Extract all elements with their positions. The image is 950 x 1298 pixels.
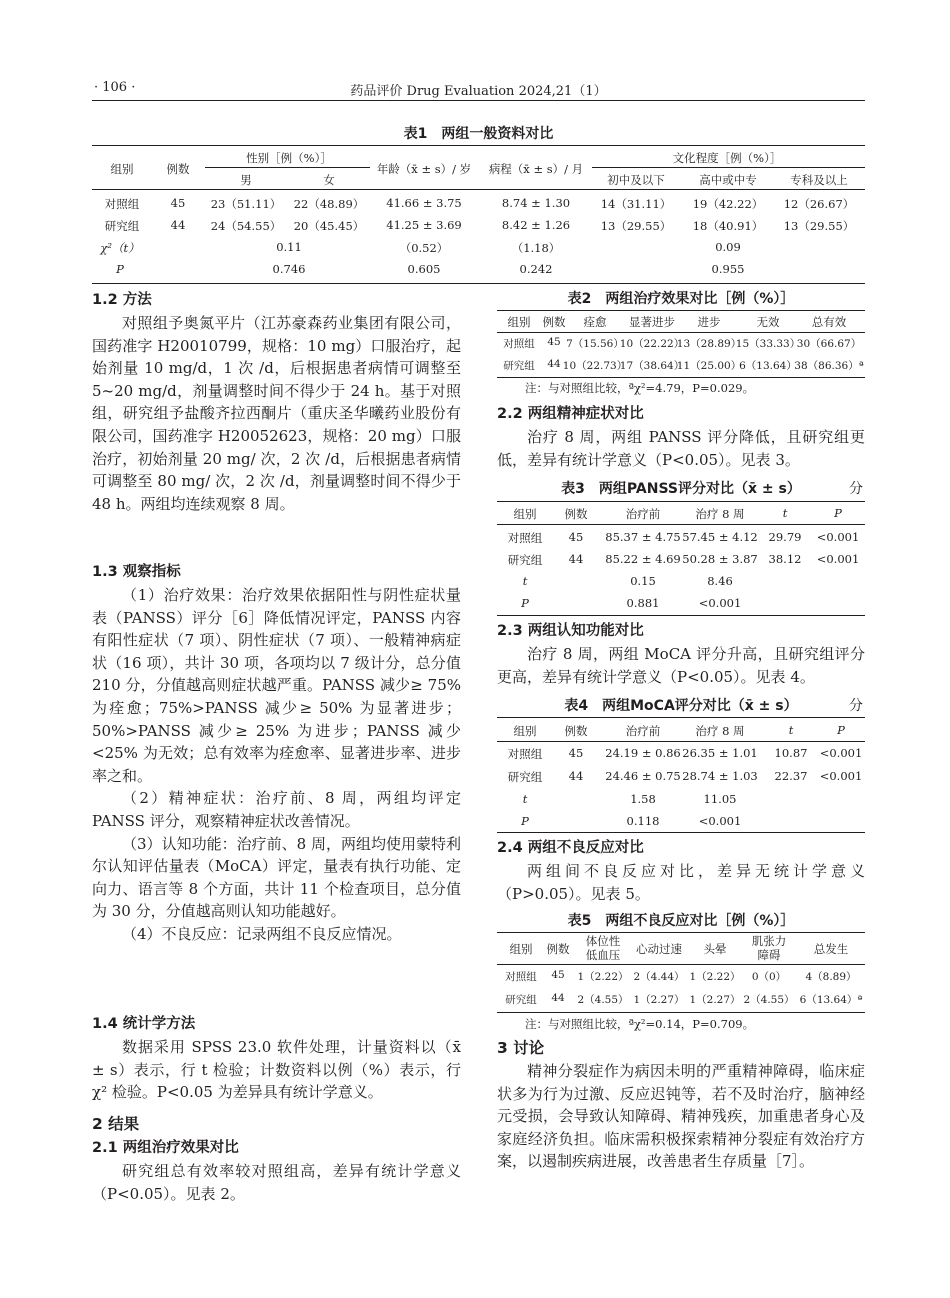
t2-header: 显著进步 <box>629 315 675 329</box>
t4-header: P <box>837 723 845 737</box>
t4-cell: 24.19 ± 0.86 <box>605 746 681 760</box>
t3-cell: 研究组 <box>507 553 543 567</box>
paragraph: （1）治疗效果：治疗效果依据阳性与阴性症状量表（PANSS）评分［6］降低情况评定，PANSS 内容有阳性症状（7 项）、阴性症状（7 项）、一般精神病症状（16 项），共计 30 项，各项均以 7 级计分，总分值 210 分，分值越高则症状越严重。PANSS 减少≥ 75% 为痊愈；75%>PANSS 减少≥ 50% 为显著进步；50%>PANSS 减少≥ 25% 为进步；PANSS 减少 <25% 为无效；总有效率为痊愈率、显著进步率、进步率之和。 <box>92 586 461 785</box>
t1-cell: 20（45.45） <box>293 219 365 233</box>
t1-cell: 41.25 ± 3.69 <box>386 218 462 232</box>
t1-h-male: 男 <box>240 173 252 187</box>
t4-header: t <box>788 723 794 737</box>
t4-header: 治疗 8 周 <box>695 724 745 738</box>
t5-header: 头晕 <box>703 942 727 956</box>
t4-cell: 对照组 <box>507 747 543 761</box>
section-1-4-heading: 1.4 统计学方法 <box>92 1016 196 1032</box>
table4-title: 表4 两组MoCA评分对比（x̄ ± s） <box>564 698 798 714</box>
t1-h-edu1: 初中及以下 <box>607 173 665 187</box>
t1-cell: 0.605 <box>407 262 441 276</box>
t5-cell: 44 <box>551 992 565 1004</box>
paragraph: 对照组予奥氮平片（江苏豪森药业集团有限公司，国药准字 H20010799，规格：10 mg）口服治疗，起始剂量 10 mg/d，1 次 /d，后根据患者病情可调整至 5~20 mg/d，剂量调整时间不得少于 24 h。基于对照组，研究组予盐酸齐拉西酮片（重庆圣华曦药业股份有限公司，国药准字 H20052623，规格：20 mg）口服治疗，初始剂量 20 mg/ 次，2 次 /d，后根据患者病情可调整至 80 mg/ 次，2 次 /d，剂量调整时间不得少于 48 h。两组均连续观察 8 周。 <box>92 314 461 513</box>
table1-title: 表1 两组一般资料对比 <box>403 126 554 142</box>
t5-cell: 1（2.27） <box>633 994 685 1006</box>
t4-cell: <0.001 <box>698 814 742 828</box>
t1-cell: 0.746 <box>272 262 306 276</box>
table3-bottom-rule <box>497 615 865 616</box>
t3-header: 治疗 8 周 <box>695 507 745 521</box>
t4-cell: 1.58 <box>630 792 656 806</box>
t5-cell: 4（8.89） <box>805 971 857 983</box>
t4-cell: 28.74 ± 1.03 <box>682 769 758 783</box>
t5-header: 肌张力障碍 <box>751 934 787 962</box>
t3-header: t <box>782 506 788 520</box>
section-1-3-heading: 1.3 观察指标 <box>92 564 181 580</box>
t4-cell: <0.001 <box>819 769 863 783</box>
table2-head-rule <box>497 332 865 333</box>
t1-h-age: 年龄（x̄ ± s）/ 岁 <box>376 162 472 176</box>
t5-cell: 2（4.44） <box>633 971 685 983</box>
t3-cell: 44 <box>568 552 584 566</box>
t5-header: 例数 <box>546 942 570 956</box>
t1-sex-rule <box>205 167 370 168</box>
table5-bottom-rule <box>497 1012 865 1013</box>
t3-cell: 8.46 <box>707 574 733 588</box>
t3-cell: <0.001 <box>816 552 860 566</box>
table4-top-rule <box>497 717 865 718</box>
t1-cell: 12（26.67） <box>783 197 855 211</box>
t4-cell: 44 <box>568 769 584 783</box>
paragraph: 研究组总有效率较对照组高，差异有统计学意义（P<0.05）。见表 2。 <box>92 1162 461 1203</box>
t1-cell: （0.52） <box>399 241 449 255</box>
t1-cell: 41.66 ± 3.75 <box>386 196 462 210</box>
section-2-2-text <box>497 426 865 471</box>
paragraph: （4）不良反应：记录两组不良反应情况。 <box>122 924 402 943</box>
table4-bottom-rule <box>497 832 865 833</box>
t5-cell: 2（4.55） <box>743 994 795 1006</box>
section-2-1-text <box>92 1160 461 1205</box>
header-rule <box>92 100 865 101</box>
t4-cell: 10.87 <box>774 746 808 760</box>
t1-h-group: 组别 <box>110 162 134 176</box>
table2-title: 表2 两组治疗效果对比［例（%）］ <box>567 291 795 307</box>
table5-note: 注：与对照组比较，ªχ²=0.14，P=0.709。 <box>525 1017 755 1031</box>
t1-h-edu: 文化程度［例（%）］ <box>672 151 782 165</box>
table1-top-rule <box>92 145 865 146</box>
table4-head-rule <box>497 741 865 742</box>
t3-header: P <box>834 506 842 520</box>
paragraph: 治疗 8 周，两组 PANSS 评分降低，且研究组更低，差异有统计学意义（P<0.05）。见表 3。 <box>497 428 865 469</box>
section-1-4-text <box>92 1036 461 1104</box>
t2-header: 无效 <box>756 315 780 329</box>
table5-head-rule <box>497 964 865 965</box>
t4-header: 治疗前 <box>625 724 661 738</box>
t1-cell: 13（29.55） <box>783 219 855 233</box>
t5-header: 体位性低血压 <box>585 934 621 962</box>
t2-cell: 13（28.89） <box>676 338 742 350</box>
t1-h-female: 女 <box>323 173 335 187</box>
t2-header: 总有效 <box>811 315 847 329</box>
t3-cell: 57.45 ± 4.12 <box>682 530 758 544</box>
t4-cell: 45 <box>568 746 584 760</box>
t1-cell: P <box>116 262 124 276</box>
t1-cell: 14（31.11） <box>600 197 672 211</box>
table4-unit: 分 <box>849 698 863 714</box>
t3-header: 组别 <box>513 507 537 521</box>
t4-cell: 研究组 <box>507 770 543 784</box>
t3-cell: 0.15 <box>630 574 656 588</box>
paragraph: 治疗 8 周，两组 MoCA 评分升高，且研究组评分更高，差异有统计学意义（P<0.05）。见表 4。 <box>497 645 865 686</box>
paragraph: 数据采用 SPSS 23.0 软件处理，计量资料以（x̄ ± s）表示，行 t 检验；计数资料以例（%）表示，行 χ² 检验。P<0.05 为差异具有统计学意义。 <box>92 1038 461 1102</box>
t5-header: 组别 <box>509 942 533 956</box>
t3-cell: 85.37 ± 4.75 <box>605 530 681 544</box>
t1-cell: （1.18） <box>511 241 561 255</box>
t2-header: 进步 <box>697 315 721 329</box>
t5-cell: 0（0） <box>751 971 787 983</box>
section-2-3-text <box>497 643 865 688</box>
section-2-1-heading: 2.1 两组治疗效果对比 <box>92 1140 239 1156</box>
section-2-3-heading: 2.3 两组认知功能对比 <box>497 623 644 639</box>
t1-cell: 0.11 <box>276 240 302 254</box>
t5-cell: 1（2.27） <box>689 994 741 1006</box>
t2-cell: 15（33.33） <box>735 338 801 350</box>
table2-top-rule <box>497 310 865 311</box>
t3-cell: 85.22 ± 4.69 <box>605 552 681 566</box>
t3-cell: 0.881 <box>626 596 660 610</box>
t3-cell: t <box>522 574 528 588</box>
section-2-heading: 2 结果 <box>92 1115 140 1133</box>
t5-header: 心动过速 <box>636 942 682 956</box>
t4-cell: P <box>521 814 529 828</box>
section-1-3-text <box>92 584 461 946</box>
t3-header: 例数 <box>564 507 588 521</box>
t1-cell: 研究组 <box>104 219 140 233</box>
t2-cell: 38（86.36）ª <box>794 360 864 372</box>
t1-cell: 0.242 <box>519 262 553 276</box>
t3-cell: 38.12 <box>768 552 802 566</box>
t1-cell: 44 <box>170 218 186 232</box>
t4-cell: 22.37 <box>774 769 808 783</box>
t1-h-course: 病程（x̄ ± s）/ 月 <box>488 162 584 176</box>
table3-unit: 分 <box>849 481 863 497</box>
table1-bottom-rule <box>92 283 865 284</box>
t5-cell: 对照组 <box>505 971 537 983</box>
t2-header: 痊愈 <box>583 315 607 329</box>
t1-cell: 19（42.22） <box>692 197 764 211</box>
t5-cell: 2（4.55） <box>577 994 629 1006</box>
t1-h-n: 例数 <box>166 162 190 176</box>
t2-cell: 10（22.22） <box>619 338 685 350</box>
table1-head-rule <box>92 189 865 190</box>
t3-cell: <0.001 <box>698 596 742 610</box>
t5-cell: 1（2.22） <box>689 971 741 983</box>
t1-h-sex: 性别［例（%）］ <box>246 151 332 165</box>
section-2-4-heading: 2.4 两组不良反应对比 <box>497 840 644 856</box>
t5-cell: 研究组 <box>505 994 537 1006</box>
journal-header: 药品评价 Drug Evaluation 2024,21（1） <box>350 84 607 99</box>
t4-cell: 24.46 ± 0.75 <box>605 769 681 783</box>
t1-cell: 22（48.89） <box>293 197 365 211</box>
table2-note: 注：与对照组比较，ªχ²=4.79，P=0.029。 <box>525 381 755 395</box>
section-2-2-heading: 2.2 两组精神症状对比 <box>497 406 644 422</box>
t2-cell: 6（13.64） <box>739 360 797 372</box>
t2-cell: 研究组 <box>503 360 535 372</box>
section-3-text <box>497 1060 865 1173</box>
t4-cell: 0.118 <box>626 814 660 828</box>
t4-cell: 26.35 ± 1.01 <box>682 746 758 760</box>
t1-cell: χ²（t） <box>100 241 140 255</box>
t1-cell: 8.42 ± 1.26 <box>501 218 571 232</box>
table5-title: 表5 两组不良反应对比［例（%）］ <box>567 913 795 929</box>
t2-cell: 44 <box>547 358 561 370</box>
section-2-4-text <box>497 860 865 905</box>
section-1-2-heading: 1.2 方法 <box>92 292 152 308</box>
t3-cell: P <box>521 596 529 610</box>
t1-cell: 23（51.11） <box>210 197 282 211</box>
t3-cell: 对照组 <box>507 531 543 545</box>
t1-cell: 8.74 ± 1.30 <box>501 196 571 210</box>
t1-edu-rule <box>592 167 865 168</box>
t1-cell: 13（29.55） <box>600 219 672 233</box>
t2-header: 组别 <box>507 315 531 329</box>
paragraph: （2）精神症状：治疗前、8 周，两组均评定 PANSS 评分，观察精神症状改善情况。 <box>92 789 461 830</box>
table3-title: 表3 两组PANSS评分对比（x̄ ± s） <box>561 481 801 497</box>
t3-cell: 29.79 <box>768 530 802 544</box>
t3-cell: 50.28 ± 3.87 <box>682 552 758 566</box>
t1-cell: 24（54.55） <box>210 219 282 233</box>
t4-cell: t <box>522 792 528 806</box>
t1-cell: 0.09 <box>715 240 741 254</box>
t2-cell: 11（25.00） <box>676 360 742 372</box>
section-1-2-text <box>92 312 461 515</box>
t4-cell: 11.05 <box>703 792 737 806</box>
t5-cell: 6（13.64）ª <box>799 994 863 1006</box>
paragraph: （3）认知功能：治疗前、8 周，两组均使用蒙特利尔认知评估量表（MoCA）评定，量表有执行功能、定向力、语言等 8 个方面，共计 11 个检查项目，总分值为 30 分，分值越高则认知功能越好。 <box>92 834 461 921</box>
paragraph: 两组间不良反应对比，差异无统计学意义（P>0.05）。见表 5。 <box>497 862 865 903</box>
t1-cell: 对照组 <box>104 197 140 211</box>
t2-cell: 30（66.67） <box>796 338 862 350</box>
t3-cell: <0.001 <box>816 530 860 544</box>
table5-top-rule <box>497 932 865 933</box>
table3-top-rule <box>497 501 865 502</box>
t2-header: 例数 <box>542 315 566 329</box>
table2-bottom-rule <box>497 377 865 378</box>
t1-cell: 18（40.91） <box>692 219 764 233</box>
t1-cell: 0.955 <box>711 262 745 276</box>
t1-cell: 45 <box>170 196 186 210</box>
section-3-heading: 3 讨论 <box>497 1039 545 1057</box>
t5-cell: 1（2.22） <box>577 971 629 983</box>
t4-header: 组别 <box>513 724 537 738</box>
t2-cell: 10（22.73） <box>562 360 628 372</box>
t2-cell: 7（15.56） <box>566 338 624 350</box>
page-number: · 106 · <box>94 80 136 95</box>
paragraph: 精神分裂症作为病因未明的严重精神障碍，临床症状多为行为过激、反应迟钝等，若不及时治疗，脑神经元受损，会导致认知障碍、精神残疾，加重患者身心及家庭经济负担。临床需积极探索精神分裂症有效治疗方案，以遏制疾病进展，改善患者生存质量［7］。 <box>497 1062 865 1171</box>
t1-h-edu3: 专科及以上 <box>790 173 848 187</box>
t3-header: 治疗前 <box>625 507 661 521</box>
t3-cell: 45 <box>568 530 584 544</box>
t4-cell: <0.001 <box>819 746 863 760</box>
t1-h-edu2: 高中或中专 <box>699 173 757 187</box>
t5-header: 总发生 <box>813 942 849 956</box>
t2-cell: 45 <box>547 336 561 348</box>
t4-header: 例数 <box>564 724 588 738</box>
t5-cell: 45 <box>551 969 565 981</box>
t2-cell: 对照组 <box>503 338 535 350</box>
table3-head-rule <box>497 524 865 525</box>
t2-cell: 17（38.64） <box>619 360 685 372</box>
